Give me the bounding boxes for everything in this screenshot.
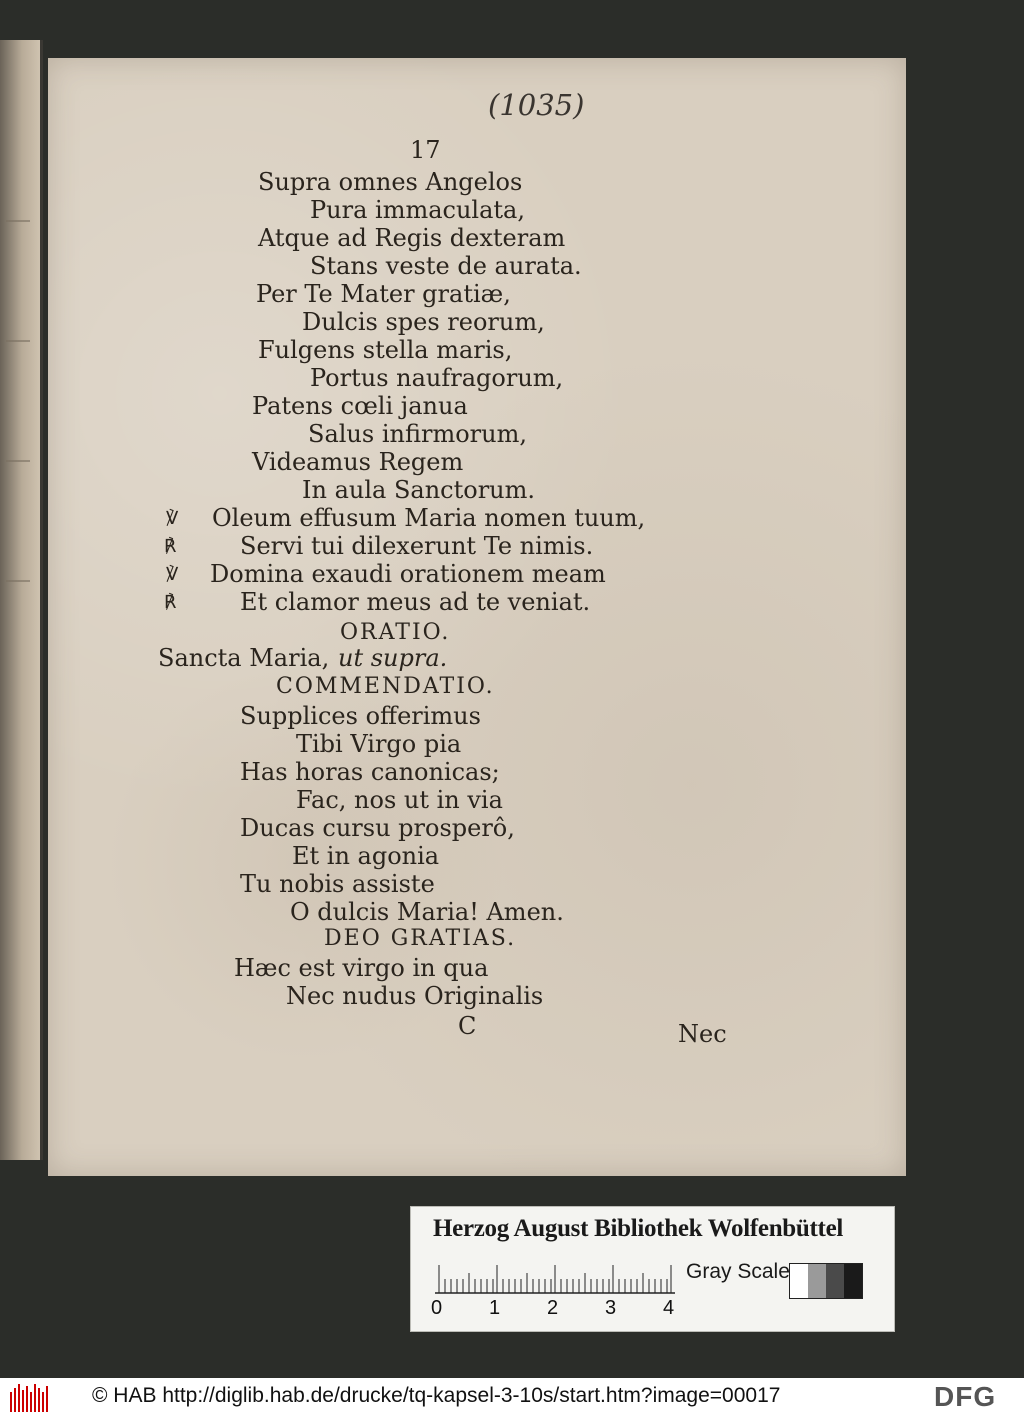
text-line: Domina exaudi orationem meam: [210, 560, 606, 588]
text-line: Oleum effusum Maria nomen tuum,: [212, 504, 646, 532]
adjacent-page-edge: [0, 40, 43, 1160]
section-heading-commendatio: COMMENDATIO.: [276, 674, 495, 699]
text-line-italic: ut supra.: [338, 644, 448, 672]
ruler-labels: [431, 1297, 691, 1323]
ink-trace: [6, 340, 30, 342]
section-heading-deo-gratias: DEO GRATIAS.: [324, 926, 517, 951]
gray-patch: [844, 1264, 862, 1298]
section-heading-oratio: ORATIO.: [340, 620, 451, 645]
gray-patch: [790, 1264, 808, 1298]
page-number: 17: [410, 136, 441, 164]
text-line: Supra omnes Angelos: [258, 168, 523, 196]
ink-trace: [6, 580, 30, 582]
text-line: Hæc est virgo in qua: [234, 954, 489, 982]
ruler-scale: [435, 1257, 675, 1295]
ruler-label: 4: [663, 1297, 675, 1319]
text-line: Supplices offerimus: [240, 702, 481, 730]
text-line: Atque ad Regis dexteram: [258, 224, 566, 252]
text-line: Fulgens stella maris,: [258, 336, 513, 364]
text-line: Pura immaculata,: [310, 196, 525, 224]
ruler-label: 3: [605, 1297, 617, 1319]
text-line: Tu nobis assiste: [240, 870, 435, 898]
text-line: Ducas cursu prosperô,: [240, 814, 515, 842]
text-line: Sancta Maria,: [158, 644, 330, 672]
dfg-logo: DFG: [934, 1381, 997, 1412]
versicle-symbol: ℣: [166, 508, 179, 529]
text-line: Videamus Regem: [252, 448, 464, 476]
ruler-label: 2: [547, 1297, 559, 1319]
gray-scale-patches: [789, 1263, 863, 1299]
signature-mark: C: [458, 1012, 477, 1040]
barcode-icon: [10, 1382, 48, 1414]
text-line: Nec nudus Originalis: [286, 982, 544, 1010]
text-line: In aula Sanctorum.: [302, 476, 536, 504]
response-symbol: ℟: [164, 592, 177, 613]
text-line: Et clamor meus ad te veniat.: [240, 588, 591, 616]
gray-scale-label: Gray Scale: [686, 1260, 790, 1283]
gray-patch: [808, 1264, 826, 1298]
text-line: Portus naufragorum,: [310, 364, 564, 392]
text-line: Salus infirmorum,: [308, 420, 527, 448]
ruler-label: 0: [431, 1297, 443, 1319]
copyright-url[interactable]: © HAB http://diglib.hab.de/drucke/tq-kapsel-3-10s/start.htm?image=00017: [92, 1384, 781, 1407]
text-line: Servi tui dilexerunt Te nimis.: [240, 532, 594, 560]
library-name: Herzog August Bibliothek Wolfenbüttel: [433, 1215, 844, 1242]
ink-trace: [6, 220, 30, 222]
gray-patch: [826, 1264, 844, 1298]
text-line: Has horas canonicas;: [240, 758, 500, 786]
response-symbol: ℟: [164, 536, 177, 557]
text-line: Per Te Mater gratiæ,: [256, 280, 511, 308]
ink-trace: [6, 460, 30, 462]
scanned-page: [48, 58, 906, 1176]
versicle-symbol: ℣: [166, 564, 179, 585]
footer-bar: [0, 1378, 1024, 1418]
shelfmark-annotation: (1035): [488, 88, 585, 122]
catchword: Nec: [678, 1020, 727, 1048]
text-line: Patens cœli janua: [252, 392, 468, 420]
ruler-label: 1: [489, 1297, 501, 1319]
text-line: Dulcis spes reorum,: [302, 308, 545, 336]
text-line: Tibi Virgo pia: [296, 730, 462, 758]
text-line: Stans veste de aurata.: [310, 252, 582, 280]
text-line: O dulcis Maria! Amen.: [290, 898, 564, 926]
color-reference-card: [410, 1206, 895, 1332]
text-line: Fac, nos ut in via: [296, 786, 503, 814]
text-line: Et in agonia: [292, 842, 440, 870]
